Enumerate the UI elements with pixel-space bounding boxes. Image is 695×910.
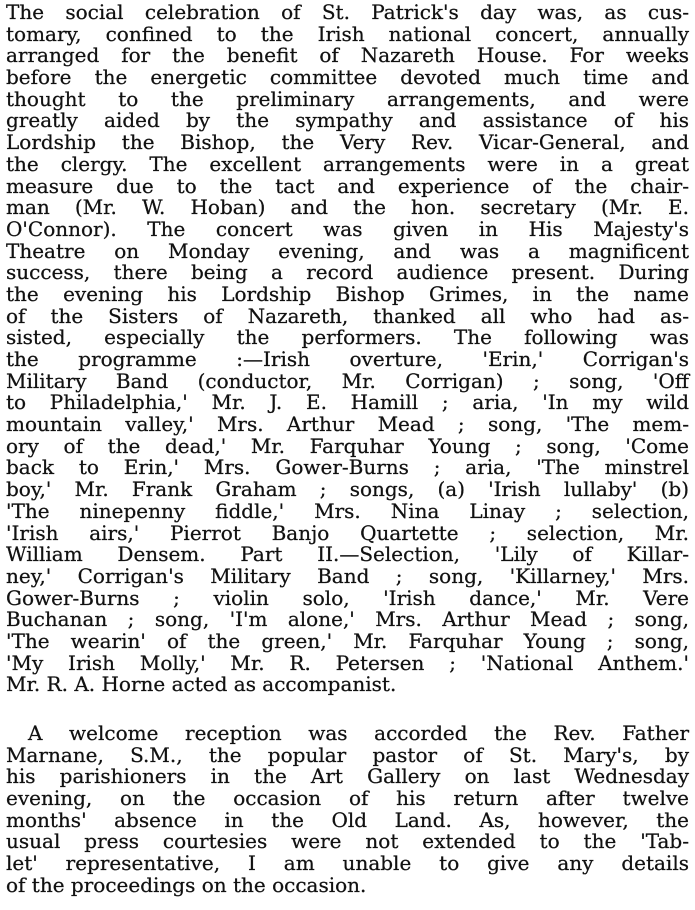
paragraph-st-patricks-concert bbox=[6, 2, 689, 696]
text-line: of the proceedings on the occasion. bbox=[6, 872, 367, 897]
text-line: A welcome reception was accorded the Rev. Father bbox=[28, 721, 689, 745]
text-line: Marnane, S.M., the popular pastor of St. Mary's, by bbox=[6, 742, 689, 767]
text-line: sisted, especially the performers. The following was bbox=[6, 325, 689, 350]
text-line: of the Sisters of Nazareth, thanked all who had as- bbox=[6, 303, 689, 328]
text-line: 'The ninepenny fiddle,' Mrs. Nina Linay ; selection, bbox=[6, 498, 689, 523]
text-line: mountain valley,' Mrs. Arthur Mead ; song, 'The mem- bbox=[6, 412, 689, 437]
text-line: Military Band (conductor, Mr. Corrigan) ; song, 'Off bbox=[6, 368, 689, 393]
text-line: William Densem. Part II.—Selection, 'Lily of Killar- bbox=[6, 542, 689, 567]
text-line: thought to the preliminary arrangements, and were bbox=[6, 86, 689, 111]
text-line: boy,' Mr. Frank Graham ; songs, (a) 'Irish lullaby' (b) bbox=[6, 477, 689, 502]
text-line: measure due to the tact and experience of the chair- bbox=[6, 173, 689, 198]
text-line: Mr. R. A. Horne acted as accompanist. bbox=[6, 672, 397, 697]
text-line: the clergy. The excellent arrangements were in a great bbox=[6, 151, 689, 176]
text-line: 'Irish airs,' Pierrot Banjo Quartette ; selection, Mr. bbox=[6, 520, 689, 545]
text-line: 'My Irish Molly,' Mr. R. Petersen ; 'National Anthem.' bbox=[6, 650, 689, 675]
text-line: ney,' Corrigan's Military Band ; song, 'Killarney,' Mrs. bbox=[6, 563, 689, 588]
text-line: back to Erin,' Mrs. Gower-Burns ; aria, 'The minstrel bbox=[6, 455, 689, 480]
text-line: The social celebration of St. Patrick's day was, as cus- bbox=[6, 0, 689, 24]
text-line: 'The wearin' of the green,' Mr. Farquhar Young ; song, bbox=[6, 628, 689, 653]
text-line: O'Connor). The concert was given in His Majesty's bbox=[6, 216, 689, 241]
text-line: tomary, confined to the Irish national concert, annually bbox=[6, 21, 689, 46]
text-line: evening, on the occasion of his return after twelve bbox=[6, 786, 689, 811]
text-line: Gower-Burns ; violin solo, 'Irish dance,' Mr. Vere bbox=[6, 585, 689, 610]
text-line: his parishioners in the Art Gallery on last Wednesday bbox=[6, 764, 689, 789]
text-line: before the energetic committee devoted much time and bbox=[6, 65, 689, 90]
text-line: months' absence in the Old Land. As, however, the bbox=[6, 807, 689, 832]
text-line: the evening his Lordship Bishop Grimes, in the name bbox=[6, 281, 689, 306]
text-line: let' representative, I am unable to give any details bbox=[6, 851, 689, 876]
text-line: to Philadelphia,' Mr. J. E. Hamill ; aria, 'In my wild bbox=[6, 390, 689, 415]
text-line: ory of the dead,' Mr. Farquhar Young ; song, 'Come bbox=[6, 433, 689, 458]
text-line: man (Mr. W. Hoban) and the hon. secretary (Mr. E. bbox=[6, 195, 689, 220]
text-line: usual press courtesies were not extended to the 'Tab- bbox=[6, 829, 689, 854]
text-line: arranged for the benefit of Nazareth House. For weeks bbox=[6, 43, 689, 68]
text-line: Lordship the Bishop, the Very Rev. Vicar-General, and bbox=[6, 130, 689, 155]
text-line: greatly aided by the sympathy and assistance of his bbox=[6, 108, 689, 133]
text-line: Buchanan ; song, 'I'm alone,' Mrs. Arthur Mead ; song, bbox=[6, 607, 689, 632]
text-line: success, there being a record audience present. During bbox=[6, 260, 689, 285]
paragraph-reception-father-marnane bbox=[6, 723, 689, 897]
text-line: the programme :—Irish overture, 'Erin,' Corrigan's bbox=[6, 347, 689, 371]
text-line: Theatre on Monday evening, and was a magnificent bbox=[6, 238, 689, 263]
